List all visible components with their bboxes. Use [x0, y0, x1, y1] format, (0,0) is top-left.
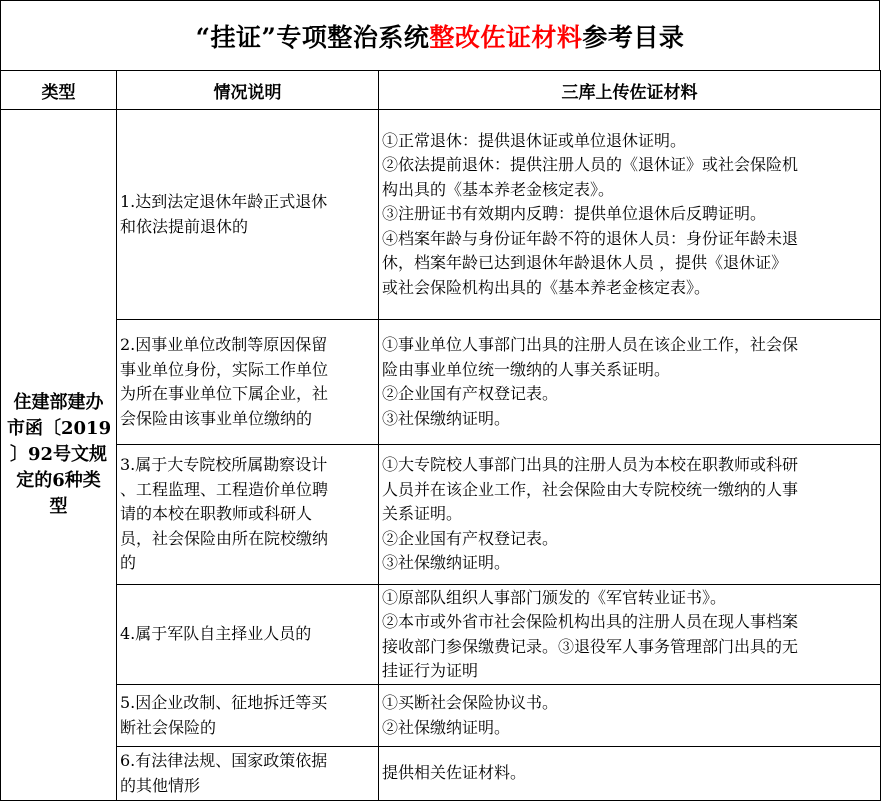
description-line: 事业单位身份，实际工作单位 — [120, 359, 329, 379]
description-line: 请的本校在职教师或科研人 — [120, 504, 313, 524]
materials-line: ②本市或外省市社会保险机构出具的注册人员在现人事档案 — [382, 612, 799, 631]
materials-line: 或社会保险机构出具的《基本养老金核定表》。 — [382, 277, 711, 297]
description-line: 断社会保险的 — [120, 717, 217, 737]
description-line: 、工程监理、工程造价单位聘 — [120, 479, 329, 499]
table-row — [1, 585, 881, 685]
materials-line: 提供相关佐证材料。 — [382, 763, 527, 783]
description-cell — [117, 585, 379, 685]
materials-line: ①事业单位人事部门出具的注册人员在该企业工作，社会保 — [382, 335, 799, 354]
description-line: 会保险由该事业单位缴纳的 — [120, 408, 313, 428]
materials-cell — [379, 747, 881, 801]
materials-line: ①正常退休：提供退休证或单位退休证明。 — [382, 130, 687, 150]
header-row — [1, 71, 881, 110]
materials-line: ①原部队组织人事部门颁发的《军官转业证书》。 — [382, 587, 727, 607]
materials-line: ②企业国有产权登记表。 — [382, 384, 559, 403]
table-row — [1, 747, 881, 801]
type-line: 型 — [49, 496, 68, 517]
description-line: 3.属于大专院校所属勘察设计 — [120, 455, 328, 475]
materials-line: ③社保缴纳证明。 — [382, 553, 511, 573]
description-line: 2.因事业单位改制等原因保留 — [120, 335, 328, 354]
description-cell — [117, 110, 379, 320]
header-description: 情况说明 — [117, 71, 379, 110]
table-row — [1, 110, 881, 320]
description-line: 4.属于军队自主择业人员的 — [120, 624, 312, 644]
description-line: 员，社会保险由所在院校缴纳 — [120, 528, 329, 548]
description-line: 1.达到法定退休年龄正式退休 — [120, 192, 328, 211]
page-title — [0, 0, 880, 70]
materials-line: 接收部门参保缴费记录。③退役军人事务管理部门出具的无 — [382, 636, 799, 656]
materials-line: 险由事业单位统一缴纳的人事关系证明。 — [382, 359, 671, 379]
materials-line: 挂证行为证明 — [382, 661, 479, 680]
table-row — [1, 320, 881, 445]
table-row — [1, 445, 881, 585]
description-line: 的其他情形 — [120, 775, 201, 795]
materials-cell — [379, 110, 881, 320]
materials-line: ③注册证书有效期内反聘：提供单位退休后反聘证明。 — [382, 204, 767, 224]
header-type: 类型 — [1, 71, 117, 110]
type-cell — [1, 110, 117, 801]
materials-line: 关系证明。 — [382, 504, 463, 524]
type-line: 定的6种类 — [16, 470, 101, 491]
description-cell — [117, 320, 379, 445]
materials-line: ②企业国有产权登记表。 — [382, 528, 559, 548]
title-part-1: “挂证”专项整治系统 — [195, 22, 430, 52]
materials-table — [0, 70, 881, 801]
materials-line: ②依法提前退休：提供注册人员的《退休证》或社会保险机 — [382, 155, 799, 175]
materials-cell — [379, 445, 881, 585]
description-line: 为所在事业单位下属企业，社 — [120, 384, 329, 403]
materials-line: 休，档案年龄已达到退休年龄退休人员 ，提供《退休证》 — [382, 253, 788, 273]
description-cell — [117, 747, 379, 801]
materials-line: ③社保缴纳证明。 — [382, 408, 511, 428]
materials-cell — [379, 320, 881, 445]
materials-line: ①大专院校人事部门出具的注册人员为本校在职教师或科研 — [382, 455, 799, 475]
title-part-3: 参考目录 — [582, 22, 685, 52]
materials-line: ①买断社会保险协议书。 — [382, 693, 559, 712]
description-cell — [117, 685, 379, 747]
title-part-2-highlight: 整改佐证材料 — [429, 22, 583, 52]
type-line: 住建部建办 — [13, 392, 104, 413]
description-cell — [117, 445, 379, 585]
materials-line: ②社保缴纳证明。 — [382, 717, 511, 737]
description-line: 和依法提前退休的 — [120, 216, 249, 236]
materials-cell — [379, 685, 881, 747]
description-line: 5.因企业改制、征地拆迁等买 — [120, 693, 328, 712]
materials-line: ④档案年龄与身份证年龄不符的退休人员：身份证年龄未退 — [382, 228, 799, 248]
materials-line: 构出具的《基本养老金核定表》。 — [382, 179, 615, 199]
description-line: 的 — [120, 553, 137, 573]
type-line: 市函〔2019 — [7, 418, 112, 439]
materials-line: 人员并在该企业工作，社会保险由大专院校统一缴纳的人事 — [382, 479, 799, 499]
header-materials: 三库上传佐证材料 — [379, 71, 881, 110]
materials-cell — [379, 585, 881, 685]
type-line: 〕92号文规 — [9, 444, 108, 465]
table-row — [1, 685, 881, 747]
description-line: 6.有法律法规、国家政策依据 — [120, 751, 328, 770]
